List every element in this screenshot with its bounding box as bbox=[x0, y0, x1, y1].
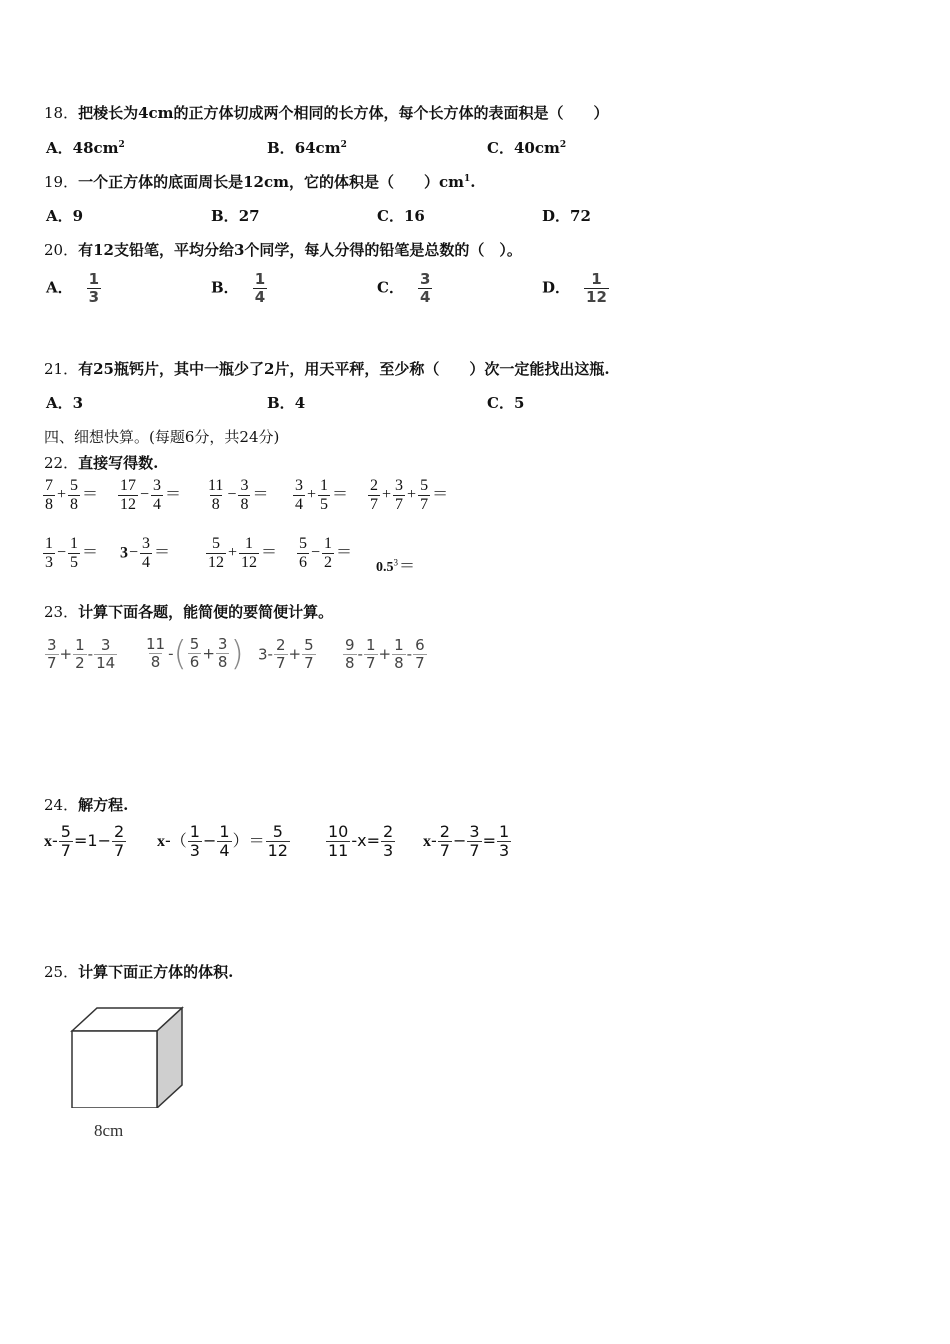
q20-option-a: A． $\frac{1}{3}$ bbox=[46, 270, 100, 306]
q19-option-c: C．16 bbox=[377, 207, 425, 225]
q24-equation-1: x- $\frac{5}{7}$ =1− $\frac{2}{7}$ bbox=[44, 822, 125, 860]
q22-expr-7: 3− $\frac{3}{4}$ ＝ bbox=[120, 535, 171, 571]
q20-option-b: B． $\frac{1}{4}$ bbox=[211, 270, 266, 306]
q21-option-b: B．4 bbox=[267, 394, 306, 412]
q24-equation-2: x-（ $\frac{1}{3}$ − $\frac{1}{4}$ ）＝ $\frac{5}{12}$ bbox=[157, 822, 288, 860]
q22-expr-5: $\frac{2}{7}$ + $\frac{3}{7}$ + $\frac{5}{7}$ ＝ bbox=[370, 477, 449, 513]
q22-expr-3: $\frac{11}{8}$ − $\frac{3}{8}$ ＝ bbox=[208, 477, 269, 513]
q22-expr-8: $\frac{5}{12}$ + $\frac{1}{12}$ ＝ bbox=[208, 535, 278, 571]
question-22: 22．直接写得数. bbox=[44, 454, 159, 472]
question-25: 25．计算下面正方体的体积. bbox=[44, 963, 234, 981]
q18-option-b: B．$64cm^2$ bbox=[267, 139, 347, 157]
question-19: 19．一个正方体的底面周长是12cm，它的体积是（ ）$cm^1$. bbox=[44, 173, 476, 191]
q18-option-a: A．$48cm^2$ bbox=[46, 139, 125, 157]
q23-expr-3: 3- $\frac{2}{7}$ + $\frac{5}{7}$ bbox=[258, 636, 314, 672]
q22-expr-6: $\frac{1}{3}$ − $\frac{1}{5}$ ＝ bbox=[45, 535, 99, 571]
q21-option-c: C．5 bbox=[487, 394, 525, 412]
q20-option-c: C． $\frac{3}{4}$ bbox=[377, 270, 431, 306]
q19-option-b: B．27 bbox=[211, 207, 260, 225]
question-18: 18．把棱长为4cm的正方体切成两个相同的长方体，每个长方体的表面积是（ ） bbox=[44, 104, 609, 122]
question-23: 23．计算下面各题，能简便的要简便计算。 bbox=[44, 603, 334, 621]
cube-figure bbox=[66, 1003, 191, 1108]
q19-option-a: A．9 bbox=[46, 207, 84, 225]
q21-option-a: A．3 bbox=[46, 394, 84, 412]
q23-expr-4: $\frac{9}{8}$ - $\frac{1}{7}$ + $\frac{1}{8}$ - $\frac{6}{7}$ bbox=[345, 636, 425, 672]
question-24: 24．解方程. bbox=[44, 796, 129, 814]
q18-option-c: C．$40cm^2$ bbox=[487, 139, 567, 157]
q22-expr-2: $\frac{17}{12}$ − $\frac{3}{4}$ ＝ bbox=[120, 477, 182, 513]
q19-option-d: D．72 bbox=[542, 207, 591, 225]
q22-expr-4: $\frac{3}{4}$ + $\frac{1}{5}$ ＝ bbox=[295, 477, 349, 513]
q23-expr-1: $\frac{3}{7}$ + $\frac{1}{2}$ - $\frac{3}{14}$ bbox=[47, 636, 116, 672]
q20-option-d: D． $\frac{1}{12}$ bbox=[542, 270, 607, 306]
section-title: 四、细想快算。(每题6分，共24分) bbox=[44, 428, 280, 446]
q24-equation-4: x- $\frac{2}{7}$ − $\frac{3}{7}$ = $\frac{1}{3}$ bbox=[423, 822, 510, 860]
q23-expr-2: $\frac{11}{8}$ -( $\frac{5}{6}$ + $\frac{3}{8}$ ) bbox=[146, 634, 244, 674]
question-20: 20．有12支铅笔，平均分给3个同学，每人分得的铅笔是总数的（ ）。 bbox=[44, 241, 522, 259]
q22-expr-1: $\frac{7}{8}$ + $\frac{5}{8}$ ＝ bbox=[45, 477, 99, 513]
q22-expr-9: $\frac{5}{6}$ − $\frac{1}{2}$ ＝ bbox=[299, 535, 353, 571]
cube-front-face bbox=[72, 1031, 157, 1108]
cube-edge-label: 8cm bbox=[94, 1121, 124, 1140]
q24-equation-3: $\frac{10}{11}$ -x= $\frac{2}{3}$ bbox=[328, 822, 394, 860]
q22-expr-10: $0.5^3=$ bbox=[376, 557, 416, 575]
question-21: 21．有25瓶钙片，其中一瓶少了2片，用天平秤，至少称（ ）次一定能找出这瓶. bbox=[44, 360, 610, 378]
